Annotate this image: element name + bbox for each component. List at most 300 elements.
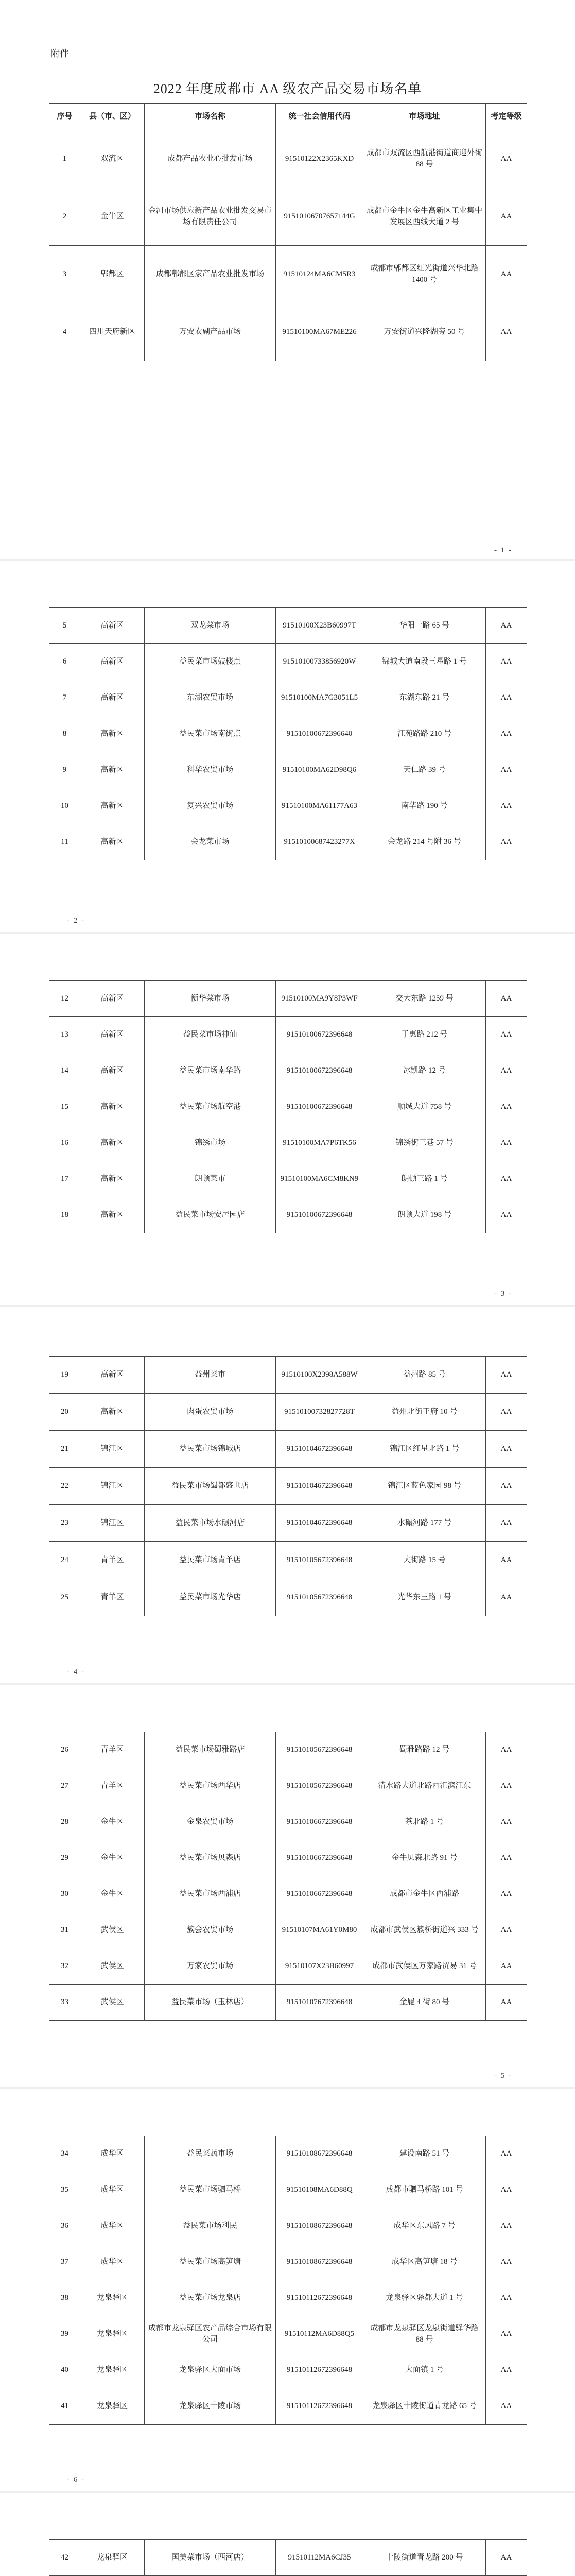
credit-code-cell: 91510106707657144G	[276, 188, 363, 246]
row-index: 4	[49, 303, 80, 361]
grade-cell: AA	[486, 1053, 527, 1089]
table-row	[49, 608, 527, 644]
grade-cell: AA	[486, 1468, 527, 1505]
market-table-page-4	[49, 1356, 527, 1616]
district-cell: 锦江区	[80, 1468, 145, 1505]
grade-cell: AA	[486, 1912, 527, 1948]
column-header-market-name: 市场名称	[145, 104, 276, 130]
row-index: 37	[49, 2244, 80, 2280]
district-cell: 金牛区	[80, 1876, 145, 1912]
row-index: 32	[49, 1948, 80, 1985]
district-cell: 高新区	[80, 752, 145, 788]
address-cell: 交大东路 1259 号	[363, 981, 486, 1017]
market-name-cell: 成都产品农业心批发市场	[145, 130, 276, 188]
market-name-cell: 益民菜市场安居园店	[145, 1197, 276, 1233]
market-name-cell: 益民菜市场水碾河店	[145, 1505, 276, 1542]
district-cell: 武侯区	[80, 1985, 145, 2021]
row-index: 26	[49, 1732, 80, 1768]
district-cell: 高新区	[80, 1125, 145, 1161]
document-title: 2022 年度成都市 AA 级农产品交易市场名单	[153, 81, 422, 96]
grade-cell: AA	[486, 2136, 527, 2172]
address-cell: 益州北街王府 10 号	[363, 1394, 486, 1431]
table-row	[49, 1161, 527, 1197]
grade-cell: AA	[486, 1985, 527, 2021]
row-index: 1	[49, 130, 80, 188]
grade-cell: AA	[486, 1579, 527, 1616]
row-index: 30	[49, 1876, 80, 1912]
credit-code-cell: 91510105672396648	[276, 1732, 363, 1768]
row-index: 3	[49, 246, 80, 303]
grade-cell: AA	[486, 2352, 527, 2388]
district-cell: 金牛区	[80, 1840, 145, 1876]
district-cell: 高新区	[80, 608, 145, 644]
market-name-cell: 科华农贸市场	[145, 752, 276, 788]
grade-cell: AA	[486, 303, 527, 361]
credit-code-cell: 91510100732827728T	[276, 1394, 363, 1431]
address-cell: 龙泉驿区十陵街道青龙路 65 号	[363, 2388, 486, 2425]
address-cell: 朗顿大道 198 号	[363, 1197, 486, 1233]
market-name-cell: 成都郫都区家产品农业批发市场	[145, 246, 276, 303]
table-row	[49, 2316, 527, 2352]
row-index: 2	[49, 188, 80, 246]
district-cell: 高新区	[80, 1089, 145, 1125]
address-cell: 朗顿三路 1 号	[363, 1161, 486, 1197]
address-cell: 成都市金牛区西浦路	[363, 1876, 486, 1912]
page-number: - 2 -	[67, 917, 85, 925]
row-index: 13	[49, 1017, 80, 1053]
district-cell: 龙泉驿区	[80, 2540, 145, 2576]
table-row	[49, 680, 527, 716]
table-row	[49, 2280, 527, 2316]
row-index: 23	[49, 1505, 80, 1542]
table-header-row	[49, 104, 527, 130]
district-cell: 双流区	[80, 130, 145, 188]
address-cell: 光华东三路 1 号	[363, 1579, 486, 1616]
credit-code-cell: 91510100X2398A588W	[276, 1357, 363, 1394]
grade-cell: AA	[486, 1357, 527, 1394]
district-cell: 成华区	[80, 2136, 145, 2172]
grade-cell: AA	[486, 2208, 527, 2244]
grade-cell: AA	[486, 2316, 527, 2352]
table-row	[49, 2244, 527, 2280]
document-page-5	[0, 1685, 575, 2087]
credit-code-cell: 91510100MA7P6TK56	[276, 1125, 363, 1161]
address-cell: 成都市龙泉驿区龙泉街道驿华路 88 号	[363, 2316, 486, 2352]
district-cell: 龙泉驿区	[80, 2352, 145, 2388]
credit-code-cell: 91510108672396648	[276, 2244, 363, 2280]
grade-cell: AA	[486, 680, 527, 716]
market-name-cell: 益民菜市场利民	[145, 2208, 276, 2244]
credit-code-cell: 91510100733856920W	[276, 644, 363, 680]
attachment-label: 附件	[50, 48, 69, 59]
market-name-cell: 会龙菜市场	[145, 824, 276, 860]
address-cell: 锦江区红星北路 1 号	[363, 1431, 486, 1468]
grade-cell: AA	[486, 1431, 527, 1468]
market-name-cell: 益民菜市场南华路	[145, 1053, 276, 1089]
market-name-cell: 益民菜市场西浦店	[145, 1876, 276, 1912]
address-cell: 益州路 85 号	[363, 1357, 486, 1394]
credit-code-cell: 91510100672396640	[276, 716, 363, 752]
row-index: 17	[49, 1161, 80, 1197]
district-cell: 高新区	[80, 788, 145, 824]
market-name-cell: 复兴农贸市场	[145, 788, 276, 824]
grade-cell: AA	[486, 1804, 527, 1840]
table-row	[49, 1394, 527, 1431]
credit-code-cell: 91510122X2365KXD	[276, 130, 363, 188]
credit-code-cell: 91510112MA6D88Q5	[276, 2316, 363, 2352]
market-name-cell: 万家农贸市场	[145, 1948, 276, 1985]
address-cell: 会龙路 214 号附 36 号	[363, 824, 486, 860]
market-name-cell: 龙泉驿区大面市场	[145, 2352, 276, 2388]
credit-code-cell: 91510112672396648	[276, 2280, 363, 2316]
address-cell: 锦城大道南段三星路 1 号	[363, 644, 486, 680]
market-name-cell: 成都市龙泉驿区农产品综合市场有限公司	[145, 2316, 276, 2352]
table-row	[49, 246, 527, 303]
market-table-page-5	[49, 1732, 527, 2021]
district-cell: 龙泉驿区	[80, 2280, 145, 2316]
grade-cell: AA	[486, 1017, 527, 1053]
row-index: 35	[49, 2172, 80, 2208]
table-row	[49, 2172, 527, 2208]
address-cell: 大面镇 1 号	[363, 2352, 486, 2388]
grade-cell: AA	[486, 1394, 527, 1431]
table-row	[49, 130, 527, 188]
grade-cell: AA	[486, 2388, 527, 2425]
district-cell: 高新区	[80, 1197, 145, 1233]
table-row	[49, 303, 527, 361]
table-row	[49, 1876, 527, 1912]
district-cell: 高新区	[80, 1053, 145, 1089]
address-cell: 冰凯路 12 号	[363, 1053, 486, 1089]
district-cell: 青羊区	[80, 1768, 145, 1804]
district-cell: 高新区	[80, 716, 145, 752]
market-name-cell: 益民菜蔬市场	[145, 2136, 276, 2172]
column-header-index: 序号	[49, 104, 80, 130]
district-cell: 武侯区	[80, 1912, 145, 1948]
market-name-cell: 益民菜市场龙泉店	[145, 2280, 276, 2316]
row-index: 42	[49, 2540, 80, 2576]
grade-cell: AA	[486, 1840, 527, 1876]
table-row	[49, 1768, 527, 1804]
credit-code-cell: 91510105672396648	[276, 1768, 363, 1804]
column-header-grade: 考定等级	[486, 104, 527, 130]
table-row	[49, 1357, 527, 1394]
row-index: 6	[49, 644, 80, 680]
market-table-page-7	[49, 2539, 527, 2576]
table-row	[49, 824, 527, 860]
row-index: 25	[49, 1579, 80, 1616]
market-table-page-2	[49, 607, 527, 860]
market-name-cell: 益民菜市场南街点	[145, 716, 276, 752]
address-cell: 东湖东路 21 号	[363, 680, 486, 716]
credit-code-cell: 91510100687423277X	[276, 824, 363, 860]
table-row	[49, 1732, 527, 1768]
district-cell: 高新区	[80, 981, 145, 1017]
grade-cell: AA	[486, 2244, 527, 2280]
district-cell: 高新区	[80, 644, 145, 680]
district-cell: 成华区	[80, 2172, 145, 2208]
district-cell: 四川天府新区	[80, 303, 145, 361]
row-index: 40	[49, 2352, 80, 2388]
table-row	[49, 1542, 527, 1579]
table-row	[49, 1804, 527, 1840]
row-index: 33	[49, 1985, 80, 2021]
address-cell: 龙泉驿区驿都大道 1 号	[363, 2280, 486, 2316]
table-row	[49, 1912, 527, 1948]
row-index: 41	[49, 2388, 80, 2425]
row-index: 15	[49, 1089, 80, 1125]
table-row	[49, 2352, 527, 2388]
document-page-1	[0, 0, 575, 559]
grade-cell: AA	[486, 1876, 527, 1912]
market-name-cell: 肉蛋农贸市场	[145, 1394, 276, 1431]
row-index: 18	[49, 1197, 80, 1233]
address-cell: 江苑路路 210 号	[363, 716, 486, 752]
column-header-district: 县（市、区）	[80, 104, 145, 130]
credit-code-cell: 91510112672396648	[276, 2352, 363, 2388]
row-index: 27	[49, 1768, 80, 1804]
market-name-cell: 衡华菜市场	[145, 981, 276, 1017]
district-cell: 青羊区	[80, 1579, 145, 1616]
address-cell: 锦江区蓝色家园 98 号	[363, 1468, 486, 1505]
market-name-cell: 金河市场供应新产品农业批发交易市场有限责任公司	[145, 188, 276, 246]
credit-code-cell: 91510108672396648	[276, 2136, 363, 2172]
table-row	[49, 2136, 527, 2172]
address-cell: 南华路 190 号	[363, 788, 486, 824]
credit-code-cell: 91510108MA6D88Q	[276, 2172, 363, 2208]
market-name-cell: 益民菜市场锦城店	[145, 1431, 276, 1468]
table-row	[49, 1089, 527, 1125]
market-name-cell: 国美菜市场（西河店）	[145, 2540, 276, 2576]
row-index: 14	[49, 1053, 80, 1089]
grade-cell: AA	[486, 788, 527, 824]
grade-cell: AA	[486, 130, 527, 188]
grade-cell: AA	[486, 2280, 527, 2316]
market-name-cell: 益民菜市场航空港	[145, 1089, 276, 1125]
market-name-cell: 益民菜市场驷马桥	[145, 2172, 276, 2208]
grade-cell: AA	[486, 608, 527, 644]
grade-cell: AA	[486, 1768, 527, 1804]
address-cell: 建设南路 51 号	[363, 2136, 486, 2172]
credit-code-cell: 91510106672396648	[276, 1840, 363, 1876]
table-row	[49, 1431, 527, 1468]
district-cell: 高新区	[80, 680, 145, 716]
page-number: - 6 -	[67, 2476, 85, 2484]
grade-cell: AA	[486, 188, 527, 246]
market-table-page-3	[49, 980, 527, 1233]
row-index: 10	[49, 788, 80, 824]
district-cell: 锦江区	[80, 1505, 145, 1542]
row-index: 34	[49, 2136, 80, 2172]
grade-cell: AA	[486, 1542, 527, 1579]
row-index: 38	[49, 2280, 80, 2316]
market-name-cell: 益民菜市场鼓楼点	[145, 644, 276, 680]
district-cell: 高新区	[80, 1017, 145, 1053]
grade-cell: AA	[486, 644, 527, 680]
credit-code-cell: 91510100MA67ME226	[276, 303, 363, 361]
market-name-cell: 益民菜市场蜀雅路店	[145, 1732, 276, 1768]
credit-code-cell: 91510100672396648	[276, 1053, 363, 1089]
credit-code-cell: 91510100672396648	[276, 1017, 363, 1053]
table-row	[49, 1948, 527, 1985]
row-index: 7	[49, 680, 80, 716]
credit-code-cell: 91510104672396648	[276, 1431, 363, 1468]
credit-code-cell: 91510100MA6CM8KN9	[276, 1161, 363, 1197]
row-index: 8	[49, 716, 80, 752]
row-index: 5	[49, 608, 80, 644]
district-cell: 金牛区	[80, 188, 145, 246]
address-cell: 天仁路 39 号	[363, 752, 486, 788]
table-row	[49, 1125, 527, 1161]
table-row	[49, 644, 527, 680]
row-index: 39	[49, 2316, 80, 2352]
table-row	[49, 2208, 527, 2244]
credit-code-cell: 91510107X23B60997	[276, 1948, 363, 1985]
grade-cell: AA	[486, 1505, 527, 1542]
row-index: 19	[49, 1357, 80, 1394]
credit-code-cell: 91510124MA6CM5R3	[276, 246, 363, 303]
credit-code-cell: 91510104672396648	[276, 1468, 363, 1505]
grade-cell: AA	[486, 1125, 527, 1161]
grade-cell: AA	[486, 1197, 527, 1233]
table-row	[49, 716, 527, 752]
address-cell: 成都市武侯区簇桥街道兴 333 号	[363, 1912, 486, 1948]
credit-code-cell: 91510107MA61Y0M80	[276, 1912, 363, 1948]
address-cell: 十陵街道青龙路 200 号	[363, 2540, 486, 2576]
district-cell: 成华区	[80, 2244, 145, 2280]
address-cell: 成都市武侯区万家路贸易 31 号	[363, 1948, 486, 1985]
table-row	[49, 788, 527, 824]
grade-cell: AA	[486, 2540, 527, 2576]
table-row	[49, 981, 527, 1017]
table-row	[49, 1505, 527, 1542]
row-index: 16	[49, 1125, 80, 1161]
address-cell: 顺城大道 758 号	[363, 1089, 486, 1125]
credit-code-cell: 91510100672396648	[276, 1197, 363, 1233]
table-row	[49, 1579, 527, 1616]
market-name-cell: 益民菜市场西华店	[145, 1768, 276, 1804]
credit-code-cell: 91510100672396648	[276, 1089, 363, 1125]
address-cell: 金牛贝森北路 91 号	[363, 1840, 486, 1876]
address-cell: 成都市郫都区红光街道兴华北路 1400 号	[363, 246, 486, 303]
page-number: - 1 -	[494, 546, 512, 554]
district-cell: 金牛区	[80, 1804, 145, 1840]
column-header-address: 市场地址	[363, 104, 486, 130]
row-index: 9	[49, 752, 80, 788]
market-name-cell: 益州菜市	[145, 1357, 276, 1394]
table-row	[49, 1053, 527, 1089]
grade-cell: AA	[486, 246, 527, 303]
district-cell: 锦江区	[80, 1431, 145, 1468]
document-page-3	[0, 934, 575, 1305]
row-index: 24	[49, 1542, 80, 1579]
table-row	[49, 1985, 527, 2021]
credit-code-cell: 91510106672396648	[276, 1876, 363, 1912]
page-number: - 5 -	[494, 2072, 512, 2080]
district-cell: 龙泉驿区	[80, 2316, 145, 2352]
grade-cell: AA	[486, 1732, 527, 1768]
address-cell: 蜀雅路路 12 号	[363, 1732, 486, 1768]
credit-code-cell: 91510100MA9Y8P3WF	[276, 981, 363, 1017]
market-name-cell: 益民菜市场蜀都盛世店	[145, 1468, 276, 1505]
grade-cell: AA	[486, 1948, 527, 1985]
grade-cell: AA	[486, 716, 527, 752]
row-index: 28	[49, 1804, 80, 1840]
district-cell: 高新区	[80, 1357, 145, 1394]
address-cell: 茶北路 1 号	[363, 1804, 486, 1840]
address-cell: 锦绣街三巷 57 号	[363, 1125, 486, 1161]
district-cell: 高新区	[80, 824, 145, 860]
table-row	[49, 2540, 527, 2576]
address-cell: 成都市金牛区金牛高新区工业集中发展区西线大道 2 号	[363, 188, 486, 246]
address-cell: 于惠路 212 号	[363, 1017, 486, 1053]
credit-code-cell: 91510104672396648	[276, 1505, 363, 1542]
market-name-cell: 益民菜市场神仙	[145, 1017, 276, 1053]
address-cell: 水碾河路 177 号	[363, 1505, 486, 1542]
market-name-cell: 益民菜市场高笋塘	[145, 2244, 276, 2280]
grade-cell: AA	[486, 1161, 527, 1197]
market-name-cell: 东湖农贸市场	[145, 680, 276, 716]
row-index: 20	[49, 1394, 80, 1431]
credit-code-cell: 91510100MA61177A63	[276, 788, 363, 824]
district-cell: 武侯区	[80, 1948, 145, 1985]
row-index: 29	[49, 1840, 80, 1876]
market-name-cell: 簇会农贸市场	[145, 1912, 276, 1948]
row-index: 36	[49, 2208, 80, 2244]
document-page-7	[0, 2493, 575, 2576]
page-number: - 4 -	[67, 1668, 85, 1676]
table-row	[49, 752, 527, 788]
market-name-cell: 双龙菜市场	[145, 608, 276, 644]
document-page-2	[0, 561, 575, 932]
district-cell: 成华区	[80, 2208, 145, 2244]
market-name-cell: 益民菜市场（玉林店）	[145, 1985, 276, 2021]
district-cell: 高新区	[80, 1394, 145, 1431]
credit-code-cell: 91510100MA62D98Q6	[276, 752, 363, 788]
market-name-cell: 朗顿菜市	[145, 1161, 276, 1197]
row-index: 31	[49, 1912, 80, 1948]
row-index: 12	[49, 981, 80, 1017]
table-row	[49, 1840, 527, 1876]
credit-code-cell: 91510105672396648	[276, 1542, 363, 1579]
district-cell: 青羊区	[80, 1542, 145, 1579]
grade-cell: AA	[486, 981, 527, 1017]
market-name-cell: 锦绣市场	[145, 1125, 276, 1161]
row-index: 22	[49, 1468, 80, 1505]
market-name-cell: 万安农副产品市场	[145, 303, 276, 361]
credit-code-cell: 91510108672396648	[276, 2208, 363, 2244]
grade-cell: AA	[486, 1089, 527, 1125]
grade-cell: AA	[486, 752, 527, 788]
table-row	[49, 2388, 527, 2425]
credit-code-cell: 91510107672396648	[276, 1985, 363, 2021]
credit-code-cell: 91510100MA7G3051L5	[276, 680, 363, 716]
address-cell: 成华区高笋塘 18 号	[363, 2244, 486, 2280]
market-table-page-1	[49, 103, 527, 361]
district-cell: 高新区	[80, 1161, 145, 1197]
credit-code-cell: 91510106672396648	[276, 1804, 363, 1840]
address-cell: 金履 4 街 80 号	[363, 1985, 486, 2021]
market-name-cell: 益民菜市场贝森店	[145, 1840, 276, 1876]
credit-code-cell: 91510112MA6CJ35	[276, 2540, 363, 2576]
address-cell: 成都市双流区西航港街道商迎外街 88 号	[363, 130, 486, 188]
address-cell: 成华区东风路 7 号	[363, 2208, 486, 2244]
market-name-cell: 益民菜市场青羊店	[145, 1542, 276, 1579]
address-cell: 清水路大道北路西汇滨江东	[363, 1768, 486, 1804]
address-cell: 万安街道兴隆湖旁 50 号	[363, 303, 486, 361]
table-row	[49, 1468, 527, 1505]
table-row	[49, 1197, 527, 1233]
